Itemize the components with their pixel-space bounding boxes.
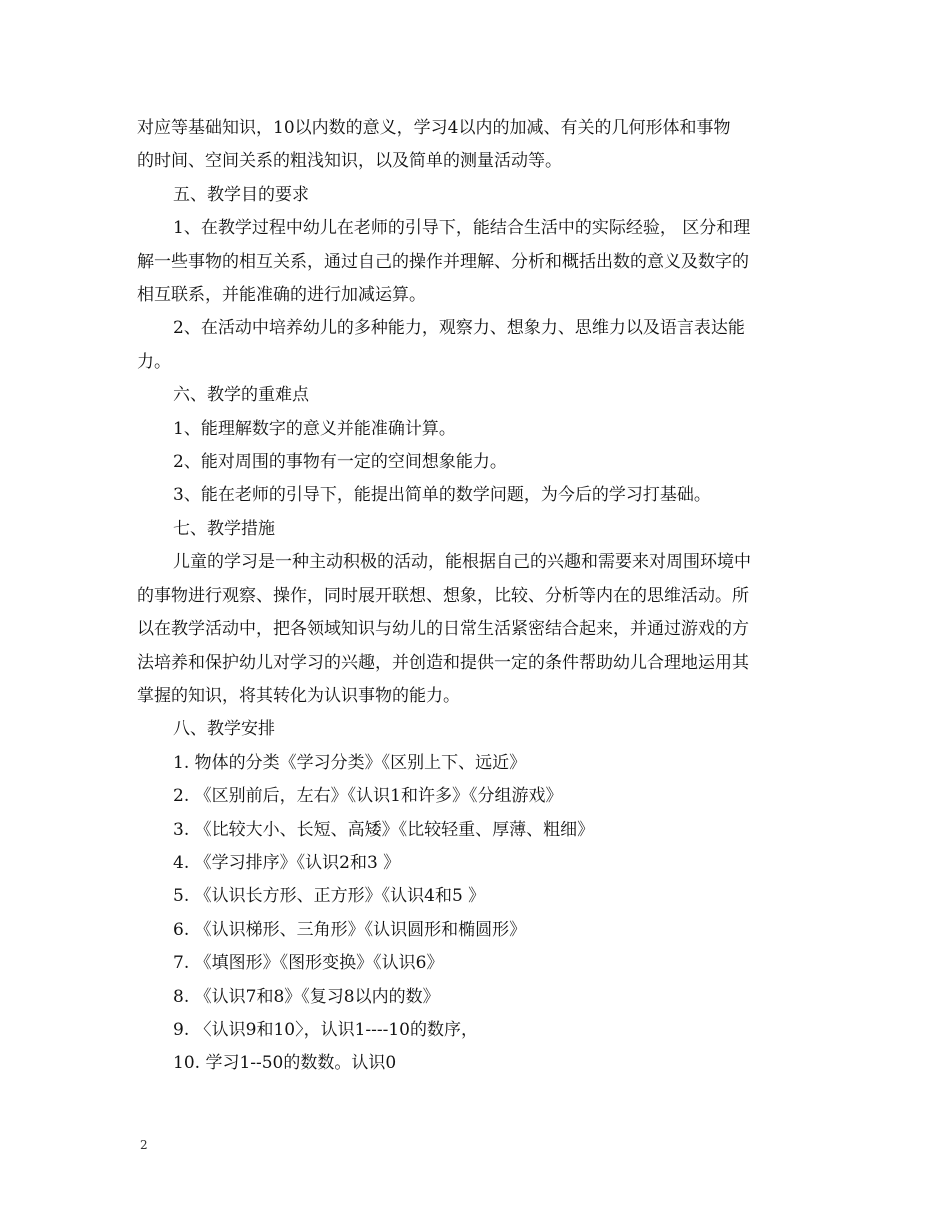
schedule-item-6: 6. 《认识梯形、三角形》《认识圆形和椭圆形》: [173, 919, 527, 940]
body-line-continuation: 对应等基础知识，10以内数的意义，学习4以内的加减、有关的几何形体和事物: [137, 118, 731, 138]
schedule-item-9: 9. 〈认识9和10〉，认识1----10的数序，: [173, 1019, 478, 1040]
section-heading-key-points: 六、教学的重难点: [173, 385, 309, 406]
document-body: [137, 112, 813, 1081]
key-point-item-1: 1、能理解数字的意义并能准确计算。: [173, 418, 456, 439]
measures-paragraph-continued: 法培养和保护幼儿对学习的兴趣，并创造和提供一定的条件帮助幼儿合理地运用其: [137, 652, 749, 673]
measures-paragraph: 儿童的学习是一种主动积极的活动，能根据自己的兴趣和需要来对周围环境中: [173, 552, 751, 573]
schedule-item-2: 2. 《区别前后，左右》《认识1和许多》《分组游戏》: [173, 786, 563, 807]
key-point-item-2: 2、能对周围的事物有一定的空间想象能力。: [173, 452, 507, 473]
measures-paragraph-continued: 以在教学活动中，把各领域知识与幼儿的日常生活紧密结合起来，并通过游戏的方: [137, 619, 749, 640]
measures-paragraph-continued: 掌握的知识，将其转化为认识事物的能力。: [137, 685, 460, 706]
schedule-item-3: 3. 《比较大小、长短、高矮》《比较轻重、厚薄、粗细》: [173, 819, 595, 840]
schedule-item-8: 8. 《认识7和8》《复习8以内的数》: [173, 986, 440, 1007]
schedule-item-1: 1. 物体的分类《学习分类》《区别上下、远近》: [173, 752, 527, 773]
schedule-item-7: 7. 《填图形》《图形变换》《认识6》: [173, 953, 444, 974]
section-heading-schedule: 八、教学安排: [173, 719, 275, 740]
measures-paragraph-continued: 的事物进行观察、操作，同时展开联想、想象，比较、分析等内在的思维活动。所: [137, 585, 749, 606]
body-line-continuation: 的时间、空间关系的粗浅知识，以及简单的测量活动等。: [137, 151, 562, 172]
schedule-item-4: 4. 《学习排序》《认识2和3 》: [173, 852, 401, 873]
objective-item-1-continued: 解一些事物的相互关系，通过自己的操作并理解、分析和概括出数的意义及数字的: [137, 251, 749, 272]
page-number: 2: [140, 1138, 148, 1152]
objective-item-2-continued: 力。: [137, 351, 171, 372]
objective-item-1-continued: 相互联系，并能准确的进行加减运算。: [137, 285, 426, 306]
objective-item-2: 2、在活动中培养幼儿的多种能力，观察力、想象力、思维力以及语言表达能: [173, 318, 745, 339]
section-heading-measures: 七、教学措施: [173, 518, 275, 539]
schedule-item-5: 5. 《认识长方形、正方形》《认识4和5 》: [173, 886, 486, 907]
section-heading-objectives: 五、教学目的要求: [173, 184, 309, 205]
objective-item-1: 1、在教学过程中幼儿在老师的引导下，能结合生活中的实际经验， 区分和理: [173, 218, 751, 239]
key-point-item-3: 3、能在老师的引导下，能提出简单的数学问题，为今后的学习打基础。: [173, 485, 711, 506]
schedule-item-10: 10. 学习1--50的数数。认识0: [173, 1053, 397, 1074]
